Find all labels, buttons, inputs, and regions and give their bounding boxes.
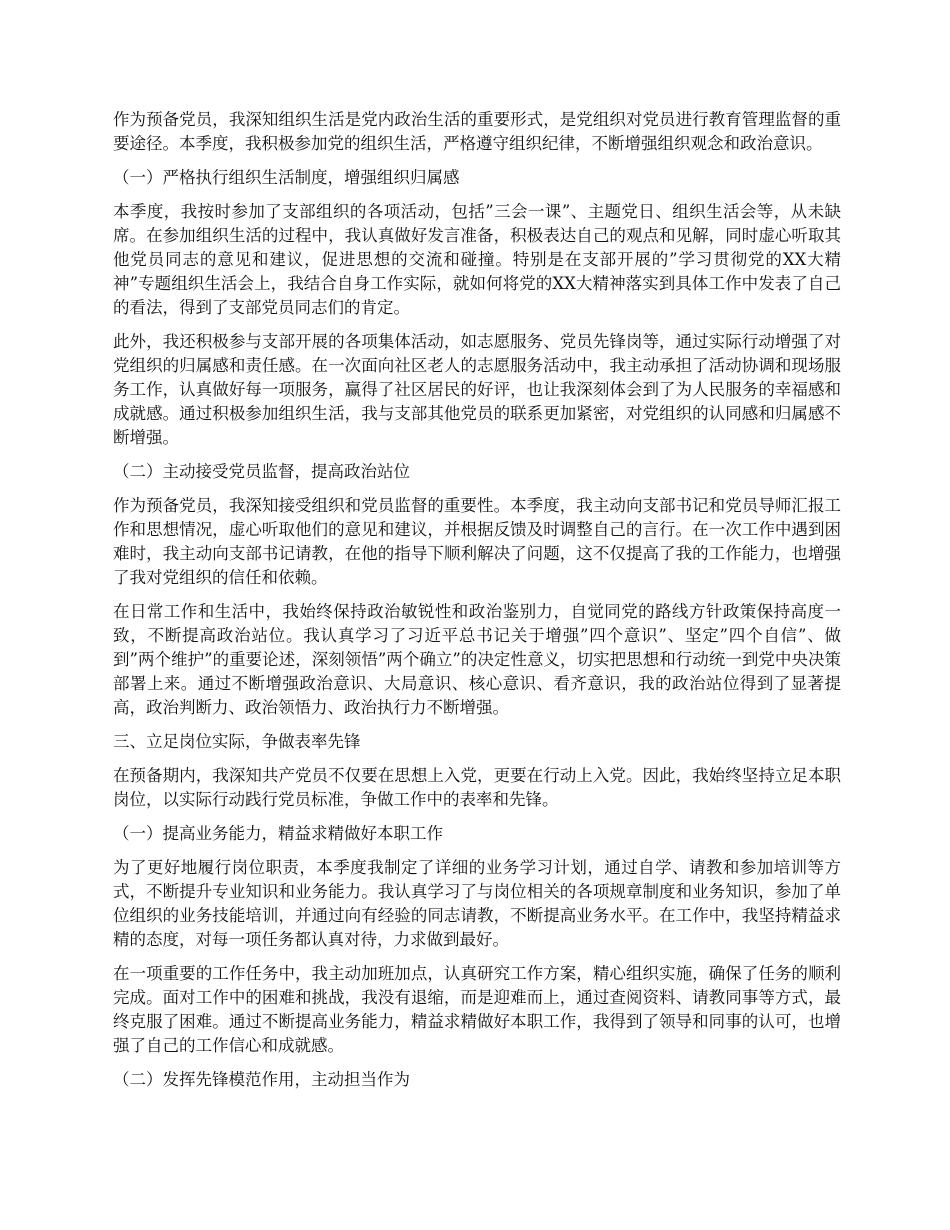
paragraph: 在一项重要的工作任务中，我主动加班加点，认真研究工作方案，精心组织实施，确保了任务的顺利完成。面对工作中的困难和挑战，我没有退缩，而是迎难而上，通过查阅资料、请教同事等方式，最终克服了困难。通过不断提高业务能力，精益求精做好本职工作，我得到了领导和同事的认可，也增强了自己的工作信心和成就感。: [113, 964, 841, 1055]
paragraph-intro: 作为预备党员，我深知组织生活是党内政治生活的重要形式，是党组织对党员进行教育管理监督的重要途径。本季度，我积极参加党的组织生活，严格遵守组织纪律，不断增强组织观念和政治意识。: [113, 110, 841, 153]
paragraph: 本季度，我按时参加了支部组织的各项活动，包括”三会一课”、主题党日、组织生活会等，从未缺席。在参加组织生活的过程中，我认真做好发言准备，积极表达自己的观点和见解，同时虚心听取其他党员同志的意见和建议，促进思想的交流和碰撞。特别是在支部开展的”学习贯彻党的XX大精神”专题组织生活会上，我结合自身工作实际，就如何将党的XX大精神落实到具体工作中发表了自己的看法，得到了支部党员同志们的肯定。: [113, 202, 841, 317]
section-heading-3-2: （二）发挥先锋模范作用，主动担当作为: [113, 1070, 410, 1089]
section-heading-1: （一）严格执行组织生活制度，增强组织归属感: [113, 168, 460, 187]
paragraph: 在日常工作和生活中，我始终保持政治敏锐性和政治鉴别力，自觉同党的路线方针政策保持高度一致，不断提高政治站位。我认真学习了习近平总书记关于增强”四个意识”、坚定”四个自信”、做到”两个维护”的重要论述，深刻领悟”两个确立”的决定性意义，切实把思想和行动统一到党中央决策部署上来。通过不断增强政治意识、大局意识、核心意识、看齐意识，我的政治站位得到了显著提高，政治判断力、政治领悟力、政治执行力不断增强。: [113, 602, 841, 717]
section-heading-2: （二）主动接受党员监督，提高政治站位: [113, 462, 410, 481]
paragraph: 为了更好地履行岗位职责，本季度我制定了详细的业务学习计划，通过自学、请教和参加培训等方式，不断提升专业知识和业务能力。我认真学习了与岗位相关的各项规章制度和业务知识，参加了单位组织的业务技能培训，并通过向有经验的同志请教，不断提高业务水平。在工作中，我坚持精益求精的态度，对每一项任务都认真对待，力求做到最好。: [113, 858, 841, 949]
paragraph: 作为预备党员，我深知接受组织和党员监督的重要性。本季度，我主动向支部书记和党员导师汇报工作和思想情况，虚心听取他们的意见和建议，并根据反馈及时调整自己的言行。在一次工作中遇到困难时，我主动向支部书记请教，在他的指导下顺利解决了问题，这不仅提高了我的工作能力，也增强了我对党组织的信任和依赖。: [113, 496, 841, 587]
paragraph: 此外，我还积极参与支部开展的各项集体活动，如志愿服务、党员先锋岗等，通过实际行动增强了对党组织的归属感和责任感。在一次面向社区老人的志愿服务活动中，我主动承担了活动协调和现场服务工作，认真做好每一项服务，赢得了社区居民的好评，也让我深刻体会到了为人民服务的幸福感和成就感。通过积极参加组织生活，我与支部其他党员的联系更加紧密，对党组织的认同感和归属感不断增强。: [113, 332, 841, 447]
paragraph: 在预备期内，我深知共产党员不仅要在思想上入党，更要在行动上入党。因此，我始终坚持立足本职岗位，以实际行动践行党员标准，争做工作中的表率和先锋。: [113, 766, 841, 809]
document-page: [113, 108, 841, 1102]
section-heading-3-1: （一）提高业务能力，精益求精做好本职工作: [113, 824, 443, 843]
chapter-heading-3: 三、立足岗位实际，争做表率先锋: [113, 732, 361, 751]
